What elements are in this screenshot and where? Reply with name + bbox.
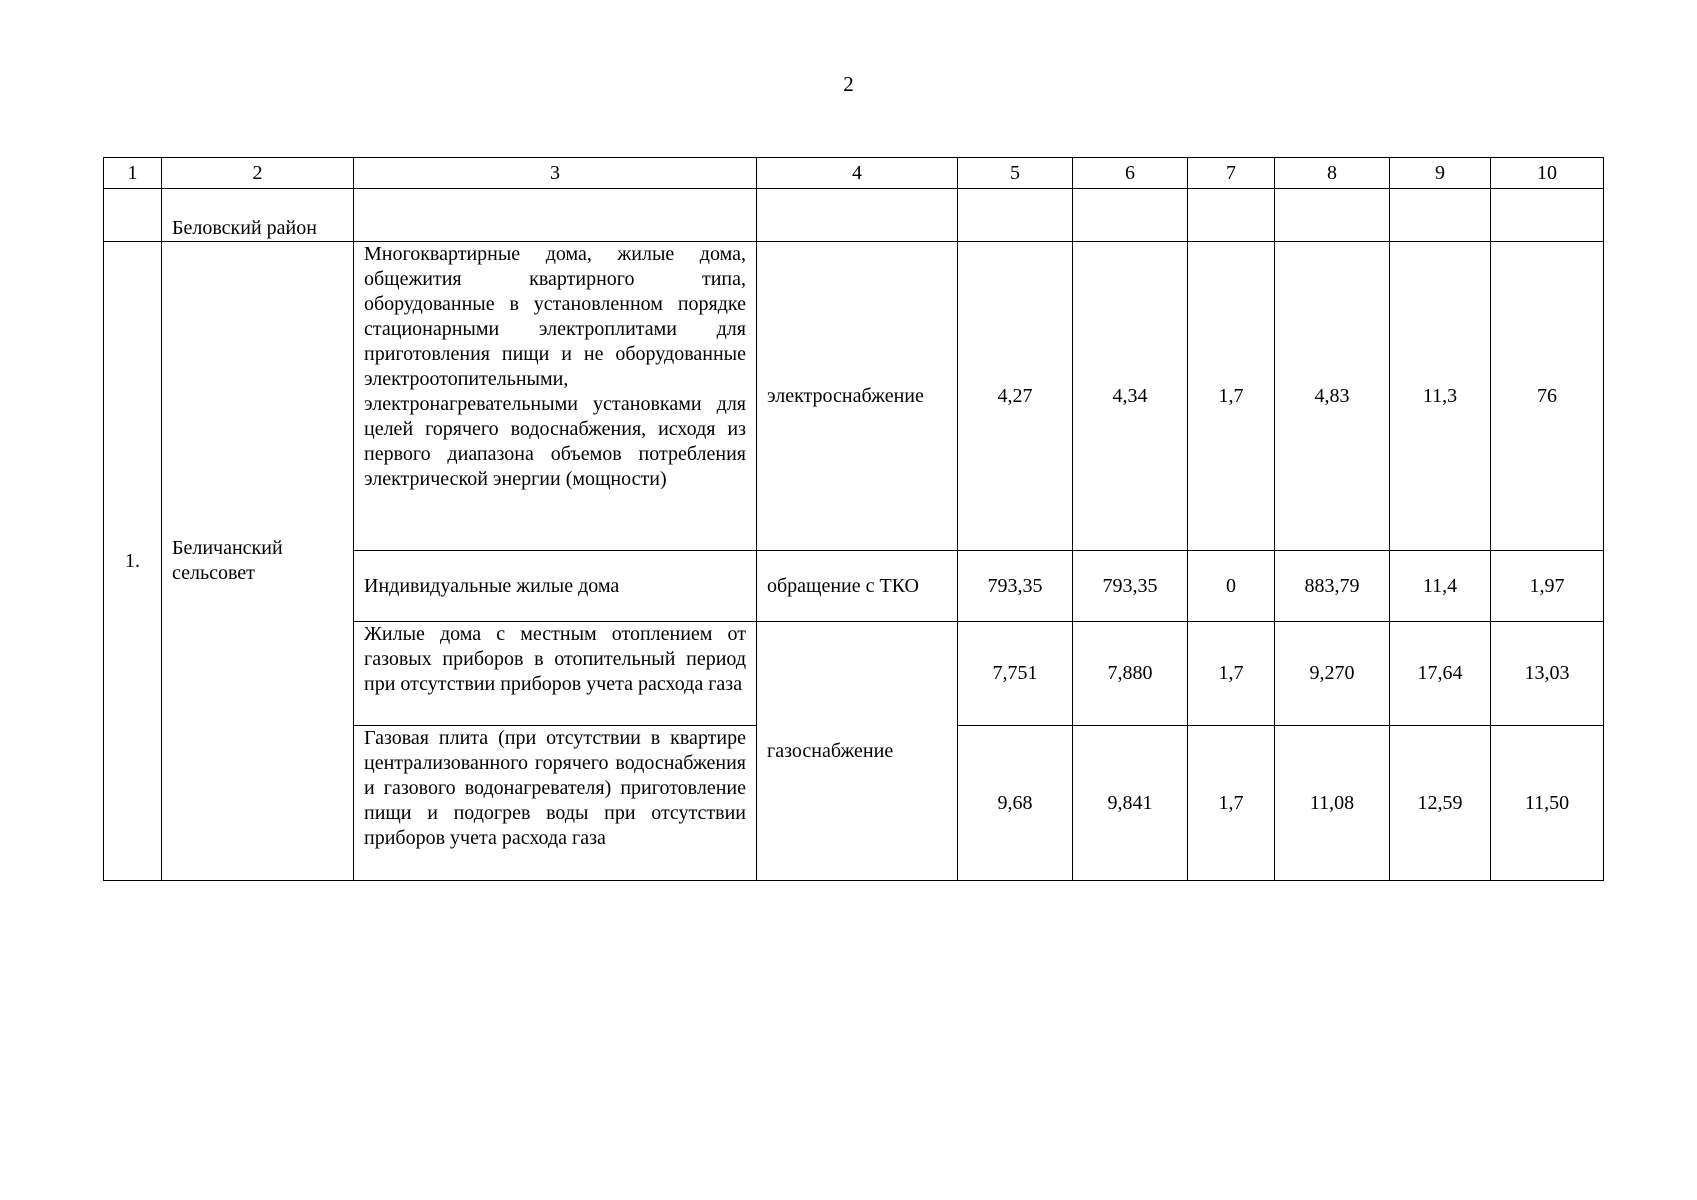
municipality-name: Беличанский сельсовет — [162, 242, 354, 881]
value-col7: 1,7 — [1188, 726, 1275, 881]
value-col6: 793,35 — [1073, 551, 1188, 622]
tariff-table — [103, 157, 1604, 881]
value-col6: 9,841 — [1073, 726, 1188, 881]
value-col7: 1,7 — [1188, 242, 1275, 551]
empty-cell — [354, 189, 757, 242]
value-col10: 1,97 — [1491, 551, 1604, 622]
value-col9: 12,59 — [1390, 726, 1491, 881]
consumer-category: Многоквартирные дома, жилые дома, общежития квартирного типа, оборудованные в установленном порядке стационарными электроплитами для приготовления пищи и не оборудованные электроотопительными, электронагревательными установками для целей горячего водоснабжения, исходя из первого диапазона объемов потребления электрической энергии (мощности) — [354, 242, 757, 551]
value-col7: 0 — [1188, 551, 1275, 622]
column-number: 3 — [354, 158, 757, 189]
column-number: 9 — [1390, 158, 1491, 189]
value-col5: 4,27 — [958, 242, 1073, 551]
value-col8: 4,83 — [1275, 242, 1390, 551]
empty-cell — [1188, 189, 1275, 242]
empty-cell — [1073, 189, 1188, 242]
consumer-category: Жилые дома с местным отоплением от газовых приборов в отопительный период при отсутствии приборов учета расхода газа — [354, 622, 757, 726]
value-col10: 76 — [1491, 242, 1604, 551]
value-col6: 7,880 — [1073, 622, 1188, 726]
empty-cell — [1390, 189, 1491, 242]
value-col10: 13,03 — [1491, 622, 1604, 726]
column-number: 10 — [1491, 158, 1604, 189]
value-col8: 883,79 — [1275, 551, 1390, 622]
table-row — [104, 242, 1604, 551]
empty-cell — [958, 189, 1073, 242]
row-index: 1. — [104, 242, 162, 881]
column-number: 7 — [1188, 158, 1275, 189]
district-name: Беловский район — [162, 189, 354, 242]
empty-cell — [104, 189, 162, 242]
value-col7: 1,7 — [1188, 622, 1275, 726]
value-col6: 4,34 — [1073, 242, 1188, 551]
value-col9: 17,64 — [1390, 622, 1491, 726]
value-col5: 9,68 — [958, 726, 1073, 881]
service-type: обращение с ТКО — [757, 551, 958, 622]
consumer-category: Индивидуальные жилые дома — [354, 551, 757, 622]
column-number-row — [104, 158, 1604, 189]
column-number: 5 — [958, 158, 1073, 189]
column-number: 2 — [162, 158, 354, 189]
empty-cell — [1491, 189, 1604, 242]
page-number: 2 — [843, 72, 854, 96]
column-number: 1 — [104, 158, 162, 189]
service-type: электроснабжение — [757, 242, 958, 551]
empty-cell — [1275, 189, 1390, 242]
service-type: газоснабжение — [757, 622, 958, 881]
value-col5: 793,35 — [958, 551, 1073, 622]
value-col9: 11,4 — [1390, 551, 1491, 622]
value-col5: 7,751 — [958, 622, 1073, 726]
column-number: 8 — [1275, 158, 1390, 189]
district-row — [104, 189, 1604, 242]
value-col9: 11,3 — [1390, 242, 1491, 551]
value-col8: 9,270 — [1275, 622, 1390, 726]
column-number: 4 — [757, 158, 958, 189]
value-col10: 11,50 — [1491, 726, 1604, 881]
column-number: 6 — [1073, 158, 1188, 189]
consumer-category: Газовая плита (при отсутствии в квартире централизованного горячего водоснабжения и газового водонагревателя) приготовление пищи и подогрев воды при отсутствии приборов учета расхода газа — [354, 726, 757, 881]
value-col8: 11,08 — [1275, 726, 1390, 881]
empty-cell — [757, 189, 958, 242]
